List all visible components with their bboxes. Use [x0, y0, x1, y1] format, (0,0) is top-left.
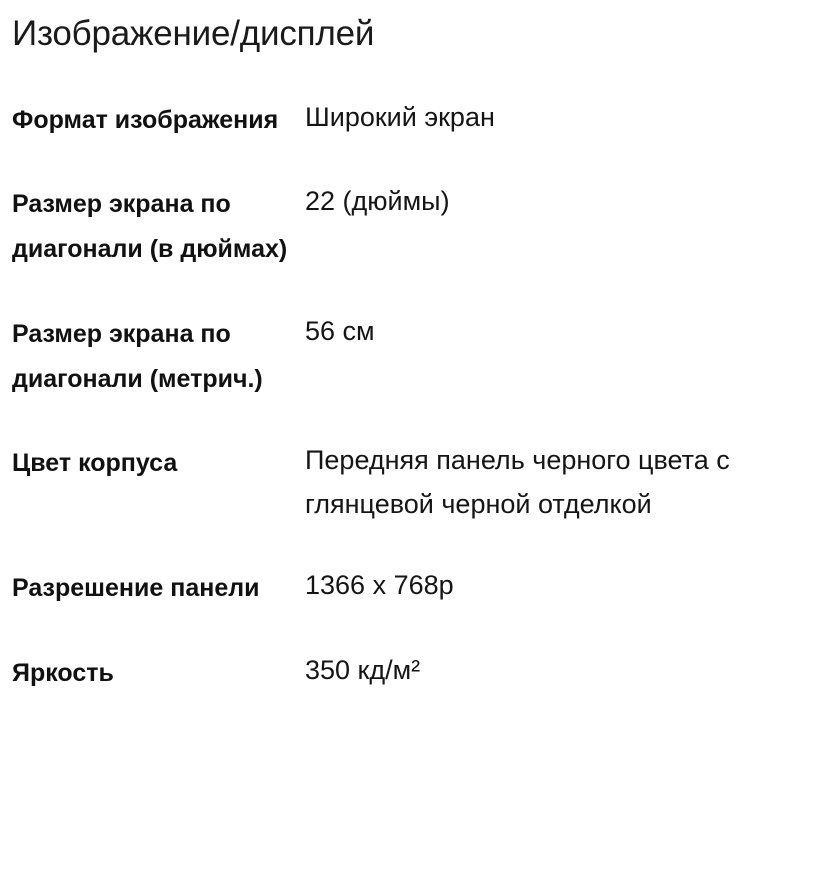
- spec-row-aspect-ratio: [12, 98, 809, 143]
- spec-value: 56 см: [305, 316, 375, 346]
- spec-label: Цвет корпуса: [12, 449, 178, 477]
- spec-value: 350 кд/м²: [305, 655, 421, 685]
- spec-label: Яркость: [12, 659, 114, 687]
- spec-row-diagonal-metric: [12, 312, 809, 402]
- spec-value: Широкий экран: [305, 102, 495, 132]
- spec-row-case-color: [12, 441, 809, 526]
- spec-value: Передняя панель черного цвета с глянцевой черной отделкой: [305, 445, 730, 519]
- section-title: Изображение/дисплей: [12, 14, 375, 53]
- spec-row-diagonal-inches: [12, 182, 809, 272]
- spec-list: [12, 98, 809, 696]
- spec-row-panel-resolution: [12, 566, 809, 611]
- spec-label: Размер экрана по диагонали (в дюймах): [12, 190, 288, 263]
- spec-label: Формат изображения: [12, 106, 279, 134]
- spec-label: Разрешение панели: [12, 574, 260, 602]
- spec-row-brightness: [12, 651, 809, 696]
- spec-value: 1366 x 768p: [305, 570, 454, 600]
- spec-value: 22 (дюймы): [305, 186, 450, 216]
- spec-label: Размер экрана по диагонали (метрич.): [12, 320, 263, 393]
